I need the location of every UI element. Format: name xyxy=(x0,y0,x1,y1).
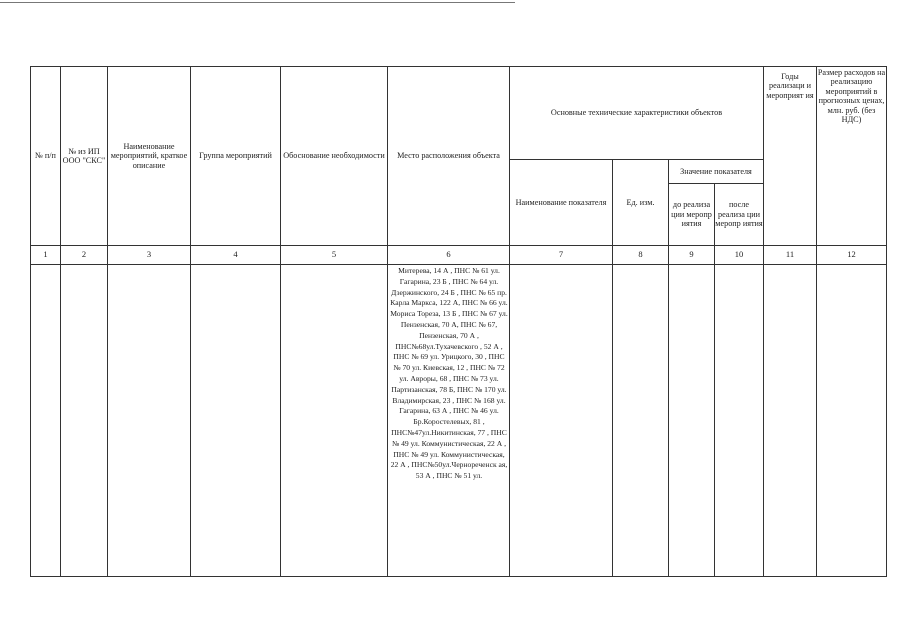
col-line-4 xyxy=(280,66,281,577)
header-row-number: № п/п xyxy=(35,151,56,161)
col-line-12 xyxy=(886,66,887,577)
col-number-6: 6 xyxy=(446,249,451,260)
header-ip-number: № из ИП ООО "СКС" xyxy=(62,146,106,165)
header-implementation-years: Годы реализаци и мероприят ия xyxy=(766,72,814,100)
header-measure-group: Группа мероприятий xyxy=(199,151,272,161)
header-tech-characteristics: Основные технические характеристики объектов xyxy=(550,108,723,118)
header-before-implementation: до реализа ции меропр иятия xyxy=(671,200,712,229)
col-number-7: 7 xyxy=(558,249,564,260)
col-number-1: 1 xyxy=(43,249,48,260)
header-costs: Размер расходов на реализацию мероприятий в прогнозных ценах, млн. руб. (без НДС) xyxy=(817,68,886,125)
col-number-4: 4 xyxy=(233,249,238,260)
col-line-5 xyxy=(387,66,388,577)
object-location-text: Митерева, 14 А , ПНС № 61 ул. Гагарина, 23 Б , ПНС № 64 ул. Дзержинского, 24 Б , ПНС № 65 пр. Карла Маркса, 122 А, ПНС № 66 ул. Мориса Тореза, 13 Б , ПНС № 67 ул. Пензенская, 70 А, ПНС № 67, Пензенская, 70 А , ПНС№68ул.Тухачевского , 52 А , ПНС № 69 ул. Урицкого, 30 , ПНС № 70 ул. Киевская, 12 , ПНС № 72 ул. Авроры, 68 , ПНС № 73 ул. Партизанская, 78 Б, ПНС № 170 ул. Владимирская, 23 , ПНС № 168 ул. Гагарина, 63 А , ПНС № 46 ул. Бр.Коростелевых, 81 , ПНС№47ул.Никитинская, 77 , ПНС № 49 ул. Коммунистическая, 22 А , ПНС № 49 ул. Коммунистическая, 22 А , ПНС№50ул.Чернореченск ая, 53 А , ПНС № 51 ул. xyxy=(390,266,508,481)
header-object-location: Место расположения объекта xyxy=(397,151,500,161)
number-row-bottom-line xyxy=(30,264,886,265)
header-indicator-name: Наименование показателя xyxy=(515,197,607,207)
header-measure-name: Наименование мероприятий, краткое описание xyxy=(110,141,188,170)
col-number-11: 11 xyxy=(785,249,795,260)
col-number-5: 5 xyxy=(331,249,337,260)
col-number-8: 8 xyxy=(638,249,643,260)
col-number-3: 3 xyxy=(146,249,152,260)
col-line-1 xyxy=(60,66,61,577)
col-line-3 xyxy=(190,66,191,577)
top-rule xyxy=(0,2,515,3)
col-number-10: 10 xyxy=(734,249,744,260)
header-indicator-value: Значение показателя xyxy=(680,166,752,176)
header-unit: Ед. изм. xyxy=(626,197,655,207)
header-justification: Обоснование необходимости xyxy=(283,151,385,161)
col-number-2: 2 xyxy=(81,249,87,260)
table-border-bottom xyxy=(30,576,886,577)
col-line-2 xyxy=(107,66,108,577)
header-after-implementation: после реализа ции меропр иятия xyxy=(715,200,763,229)
col-number-12: 12 xyxy=(847,249,856,260)
col-number-9: 9 xyxy=(689,249,694,260)
